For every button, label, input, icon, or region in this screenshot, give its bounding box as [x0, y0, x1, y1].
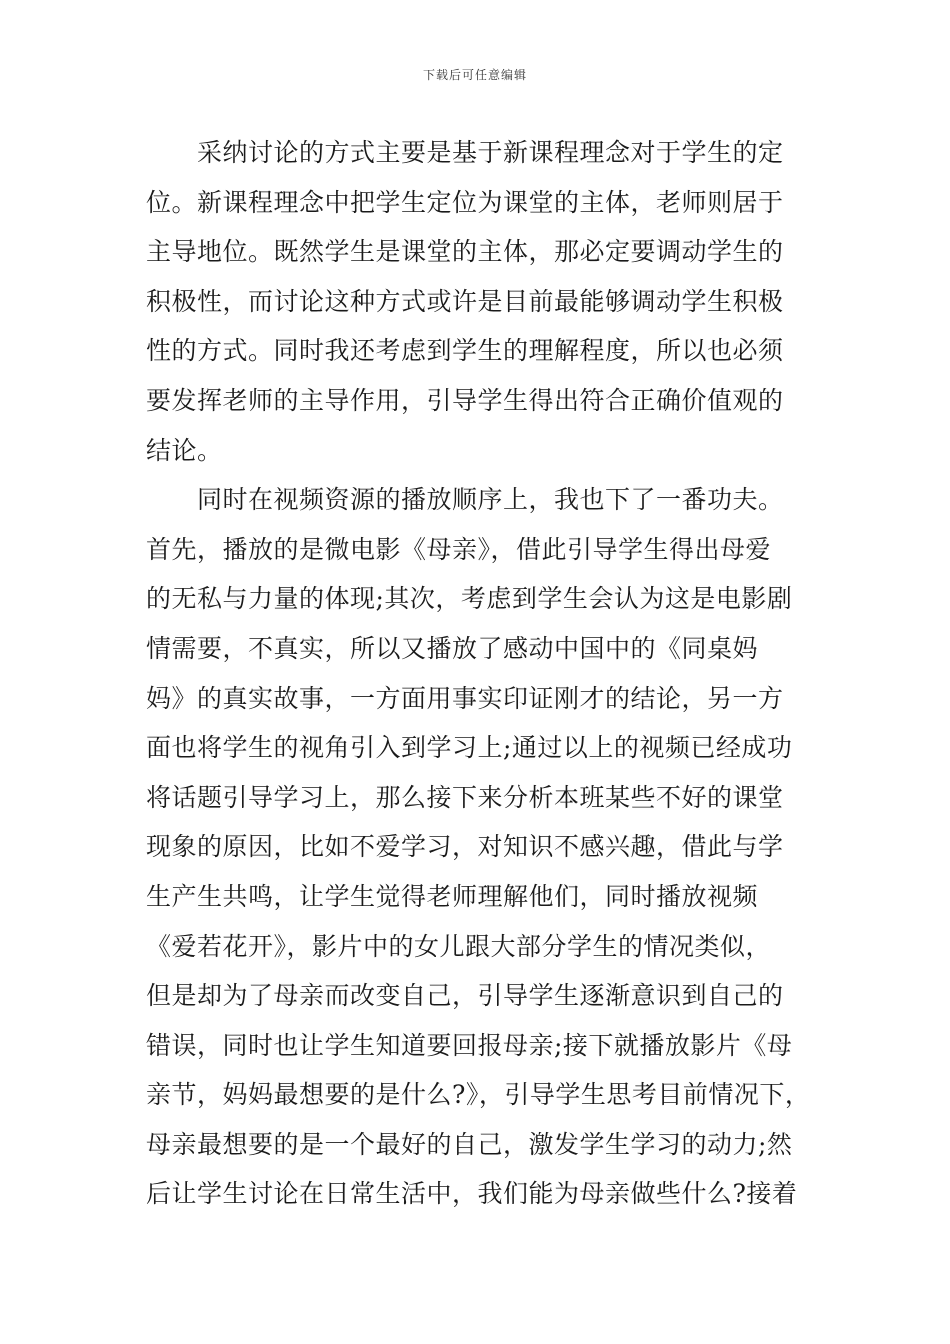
- text-line: 要发挥老师的主导作用，引导学生得出符合正确价值观的: [146, 385, 784, 415]
- text-line: 性的方式。同时我还考虑到学生的理解程度，所以也必须: [146, 336, 784, 366]
- text-line: 结论。: [146, 435, 223, 465]
- paragraph-1: [146, 128, 818, 475]
- text-line: 情需要，不真实，所以又播放了感动中国中的《同桌妈: [146, 633, 759, 663]
- text-line: 《爱若花开》，影片中的女儿跟大部分学生的情况类似，: [146, 931, 772, 961]
- paragraph-2: [146, 475, 818, 1219]
- text-line: 错误，同时也让学生知道要回报母亲;接下就播放影片《母: [146, 1030, 793, 1060]
- text-line: 现象的原因，比如不爱学习，对知识不感兴趣，借此与学: [146, 832, 784, 862]
- text-line: 生产生共鸣，让学生觉得老师理解他们，同时播放视频: [146, 881, 759, 911]
- text-line: 积极性，而讨论这种方式或许是目前最能够调动学生积极: [146, 286, 784, 316]
- text-line: 妈》的真实故事，一方面用事实印证刚才的结论，另一方: [146, 683, 784, 713]
- document-body: [146, 128, 818, 1219]
- text-line: 首先，播放的是微电影《母亲》，借此引导学生得出母爱: [146, 534, 772, 564]
- text-line: 亲节，妈妈最想要的是什么?》，引导学生思考目前情况下，: [146, 1080, 811, 1110]
- text-line: 主导地位。既然学生是课堂的主体，那必定要调动学生的: [146, 237, 784, 267]
- text-line: 的无私与力量的体现;其次，考虑到学生会认为这是电影剧: [146, 584, 793, 614]
- page-header: 下载后可任意编辑: [422, 68, 527, 82]
- text-line: 母亲最想要的是一个最好的自己，激发学生学习的动力;然: [146, 1129, 793, 1159]
- text-line: 采纳讨论的方式主要是基于新课程理念对于学生的定: [197, 138, 784, 167]
- text-line: 位。新课程理念中把学生定位为课堂的主体，老师则居于: [146, 187, 784, 217]
- text-line: 面也将学生的视角引入到学习上;通过以上的视频已经成功: [146, 733, 793, 763]
- text-line: 后让学生讨论在日常生活中，我们能为母亲做些什么?接着: [146, 1179, 798, 1209]
- text-line: 将话题引导学习上，那么接下来分析本班某些不好的课堂: [146, 782, 784, 812]
- text-line: 同时在视频资源的播放顺序上，我也下了一番功夫。: [197, 485, 784, 515]
- text-line: 但是却为了母亲而改变自己，引导学生逐渐意识到自己的: [146, 981, 784, 1011]
